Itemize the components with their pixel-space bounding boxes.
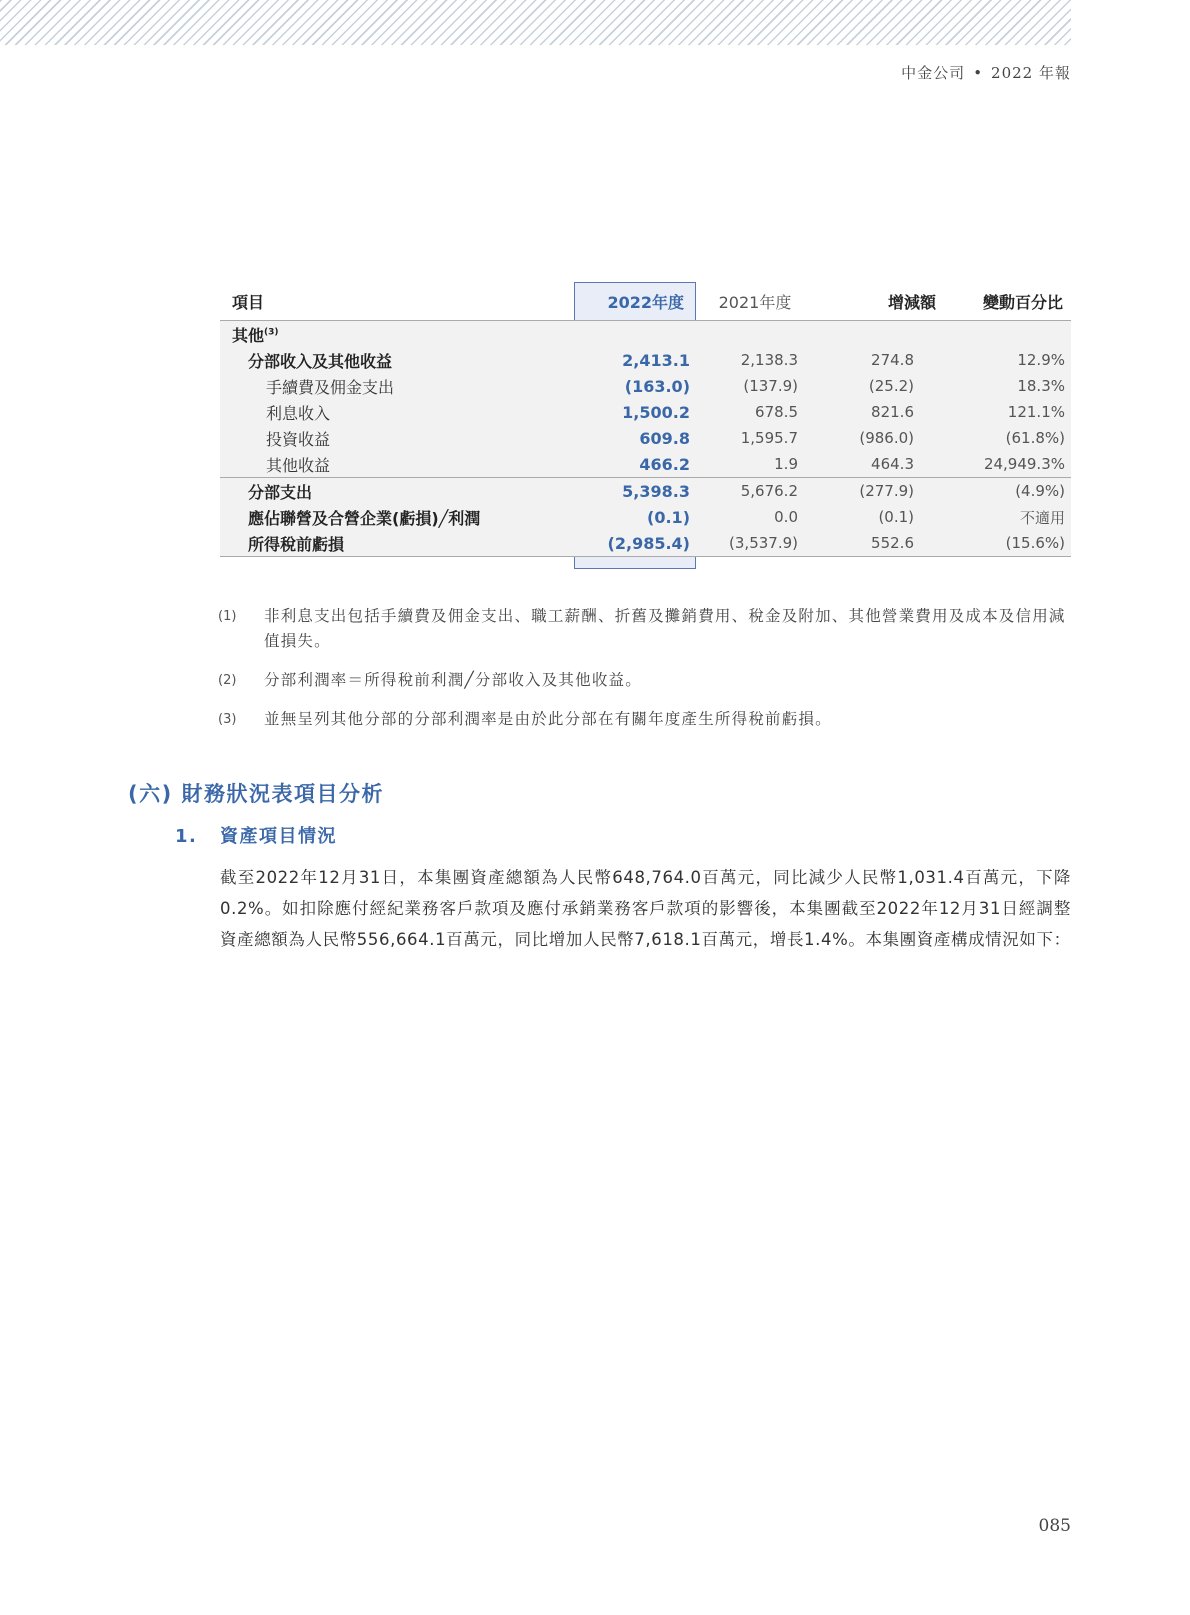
- footnote: [218, 604, 1071, 654]
- cell-pct: 18.3%: [1017, 377, 1065, 395]
- footnote-text: 非利息支出包括手續費及佣金支出、職工薪酬、折舊及攤銷費用、稅金及附加、其他營業費用及成本及信用減值損失。: [264, 607, 1066, 650]
- cell-change: 464.3: [871, 455, 914, 473]
- cell-pct: (4.9%): [944, 478, 1071, 505]
- cell-2022: (163.0): [624, 376, 690, 396]
- footnote-text: 並無呈列其他分部的分部利潤率是由於此分部在有關年度產生所得稅前虧損。: [264, 710, 832, 728]
- table-row: [220, 373, 1071, 399]
- row-label: 其他收益: [266, 455, 331, 475]
- cell-2021: (137.9): [743, 377, 798, 395]
- section-heading: (六) 財務狀況表項目分析: [128, 782, 385, 806]
- cell-2021: 1.9: [774, 455, 798, 473]
- group-label-text: 其他: [232, 325, 265, 345]
- subsection-heading: [175, 822, 337, 848]
- group-label: [220, 321, 574, 348]
- footnotes: [218, 604, 1071, 746]
- cell-change: (25.2): [868, 377, 914, 395]
- cell-2022: 609.8: [639, 428, 690, 448]
- footnote-text: 分部利潤率＝所得稅前利潤╱分部收入及其他收益。: [264, 671, 642, 689]
- header-separator: •: [973, 64, 984, 82]
- cell-change: (0.1): [878, 508, 914, 526]
- table-row: [220, 399, 1071, 425]
- col-header-change: 增減額: [887, 292, 936, 312]
- cell-pct: (61.8%): [1005, 429, 1065, 447]
- cell-change: 821.6: [871, 403, 914, 421]
- company-name: 中金公司: [901, 64, 966, 82]
- row-label: 應佔聯營及合營企業(虧損)╱利潤: [248, 508, 481, 528]
- footnote-number: (2): [218, 673, 237, 688]
- footnote-number: (3): [218, 712, 237, 727]
- table-row: [220, 451, 1071, 478]
- row-label: 分部支出: [220, 478, 574, 505]
- table-row: [220, 504, 1071, 530]
- cell-pct: 12.9%: [1017, 351, 1065, 369]
- running-header: [901, 62, 1071, 83]
- cell-2021: 5,676.2: [696, 478, 814, 505]
- decorative-stripe-band: [0, 0, 1071, 45]
- segment-table-container: [220, 282, 1071, 557]
- col-header-pct: 變動百分比: [982, 292, 1063, 312]
- cell-2021: (3,537.9): [696, 530, 814, 557]
- footnote-number: (1): [218, 609, 237, 624]
- table-row: [220, 347, 1071, 373]
- cell-pct: 不適用: [1019, 508, 1065, 527]
- cell-2022: 1,500.2: [622, 402, 690, 422]
- page-number: 085: [1038, 1516, 1071, 1536]
- report-title: 2022 年報: [991, 64, 1071, 82]
- body-paragraph: 截至2022年12月31日，本集團資產總額為人民幣648,764.0百萬元，同比減少人民幣1,031.4百萬元，下降0.2%。如扣除應付經紀業務客戶款項及應付承銷業務客戶款項的影響後，本集團截至2022年12月31日經調整資產總額為人民幣556,664.1百萬元，同比增加人民幣7,618.1百萬元，增長1.4%。本集團資產構成情況如下：: [220, 868, 1071, 949]
- table-row: [220, 530, 1071, 557]
- table-row: [220, 478, 1071, 505]
- cell-change: (277.9): [814, 478, 944, 505]
- segment-results-table: [220, 282, 1071, 557]
- subsection-title: 資產項目情況: [220, 826, 337, 847]
- table-row: [220, 425, 1071, 451]
- col-header-2021: 2021年度: [718, 292, 792, 312]
- row-label: 投資收益: [266, 429, 331, 449]
- table-body: [220, 321, 1071, 557]
- row-label: 分部收入及其他收益: [248, 351, 393, 371]
- cell-pct: (15.6%): [944, 530, 1071, 557]
- cell-2022: (0.1): [647, 507, 690, 527]
- cell-2022: 466.2: [639, 454, 690, 474]
- cell-2022: (2,985.4): [574, 530, 696, 557]
- col-header-2022: 2022年度: [607, 292, 684, 312]
- cell-2021: 0.0: [774, 508, 798, 526]
- subsection-number: 1.: [175, 826, 198, 847]
- col-header-item: 項目: [232, 292, 265, 312]
- cell-2022: 2,413.1: [622, 350, 690, 370]
- cell-change: 552.6: [814, 530, 944, 557]
- cell-2021: 2,138.3: [740, 351, 798, 369]
- group-footnote-ref: (3): [264, 327, 279, 338]
- table-header-row: [220, 282, 1071, 321]
- footnote: [218, 707, 1071, 732]
- table-row-group: [220, 321, 1071, 348]
- cell-2022: 5,398.3: [574, 478, 696, 505]
- row-label: 所得稅前虧損: [220, 530, 574, 557]
- cell-change: (986.0): [859, 429, 914, 447]
- cell-2021: 1,595.7: [740, 429, 798, 447]
- cell-change: 274.8: [871, 351, 914, 369]
- row-label: 利息收入: [266, 403, 331, 423]
- cell-pct: 121.1%: [1007, 403, 1065, 421]
- footnote: [218, 668, 1071, 693]
- cell-pct: 24,949.3%: [983, 455, 1065, 473]
- cell-2021: 678.5: [755, 403, 798, 421]
- row-label: 手續費及佣金支出: [266, 377, 395, 397]
